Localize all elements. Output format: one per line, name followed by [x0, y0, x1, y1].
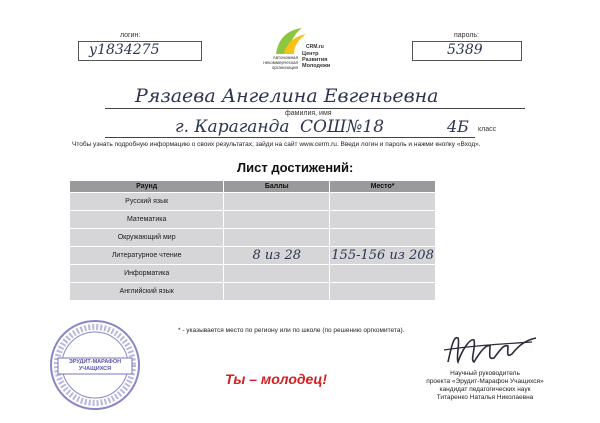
login-box	[78, 41, 202, 61]
password-box	[412, 41, 522, 61]
table-row	[70, 283, 436, 301]
col-round: Раунд	[70, 181, 224, 193]
signature-line: Титаренко Наталья Николаевна	[436, 394, 534, 401]
round-place	[330, 211, 436, 229]
password-label: пароль:	[454, 32, 479, 39]
round-name: Информатика	[70, 265, 224, 283]
round-name: Математика	[70, 211, 224, 229]
round-score	[224, 211, 330, 229]
org-logo	[258, 26, 338, 70]
login-label: логин:	[120, 32, 141, 39]
organization-seal	[48, 318, 142, 412]
round-score	[224, 265, 330, 283]
round-score: 8 из 28	[224, 247, 330, 265]
table-header-row	[70, 181, 436, 193]
student-class: 4Б	[447, 117, 469, 136]
table-row	[70, 265, 436, 283]
round-place	[330, 229, 436, 247]
achievements-table	[69, 180, 436, 301]
signature-block	[395, 370, 575, 402]
table-row	[70, 229, 436, 247]
student-school: СОШ№18	[300, 117, 385, 137]
login-value: у1834275	[89, 42, 160, 58]
round-place	[330, 193, 436, 211]
round-place	[330, 265, 436, 283]
round-name: Литературное чтение	[70, 247, 224, 265]
info-text: Чтобы узнать подробную информацию о своих результатах, зайди на сайт www.cerm.ru. Введи логин и пароль и нажми кнопку «Вход».	[72, 141, 481, 148]
student-name: Рязаева Ангелина Евгеньевна	[135, 85, 439, 107]
signature-icon	[440, 330, 540, 368]
round-place: 155-156 из 208	[331, 248, 434, 263]
org-short: CRM.ru	[306, 44, 324, 50]
school-underline	[105, 136, 475, 138]
round-name: Русский язык	[70, 193, 224, 211]
class-label: класс	[478, 126, 497, 133]
name-underline	[105, 107, 525, 109]
col-place: Место*	[330, 181, 436, 193]
password-value: 5389	[447, 42, 483, 58]
sheet-title: Лист достижений:	[237, 160, 354, 175]
footnote: * - указывается место по региону или по школе (по решению оргкомитета).	[178, 327, 405, 334]
praise-text: Ты – молодец!	[225, 371, 328, 387]
seal-text: ЭРУДИТ-МАРАФОН УЧАЩИХСЯ	[68, 359, 122, 372]
round-score	[224, 193, 330, 211]
round-name: Английский язык	[70, 283, 224, 301]
name-caption: фамилия, имя	[285, 110, 332, 117]
student-city: г. Караганда	[175, 117, 290, 137]
signature-line: кандидат педагогических наук	[439, 386, 531, 393]
signature-line: Научный руководитель	[450, 370, 520, 377]
org-name: Центр Развития Молодежи	[302, 51, 331, 69]
signature-line: проекта «Эрудит-Марафон Учащихся»	[426, 378, 544, 385]
round-score	[224, 283, 330, 301]
table-row	[70, 193, 436, 211]
table-row	[70, 211, 436, 229]
table-row	[70, 247, 436, 265]
col-score: Баллы	[224, 181, 330, 193]
round-score	[224, 229, 330, 247]
org-text: Автономная некоммерческая организация	[263, 55, 298, 70]
round-name: Окружающий мир	[70, 229, 224, 247]
signature	[440, 330, 540, 368]
round-place	[330, 283, 436, 301]
